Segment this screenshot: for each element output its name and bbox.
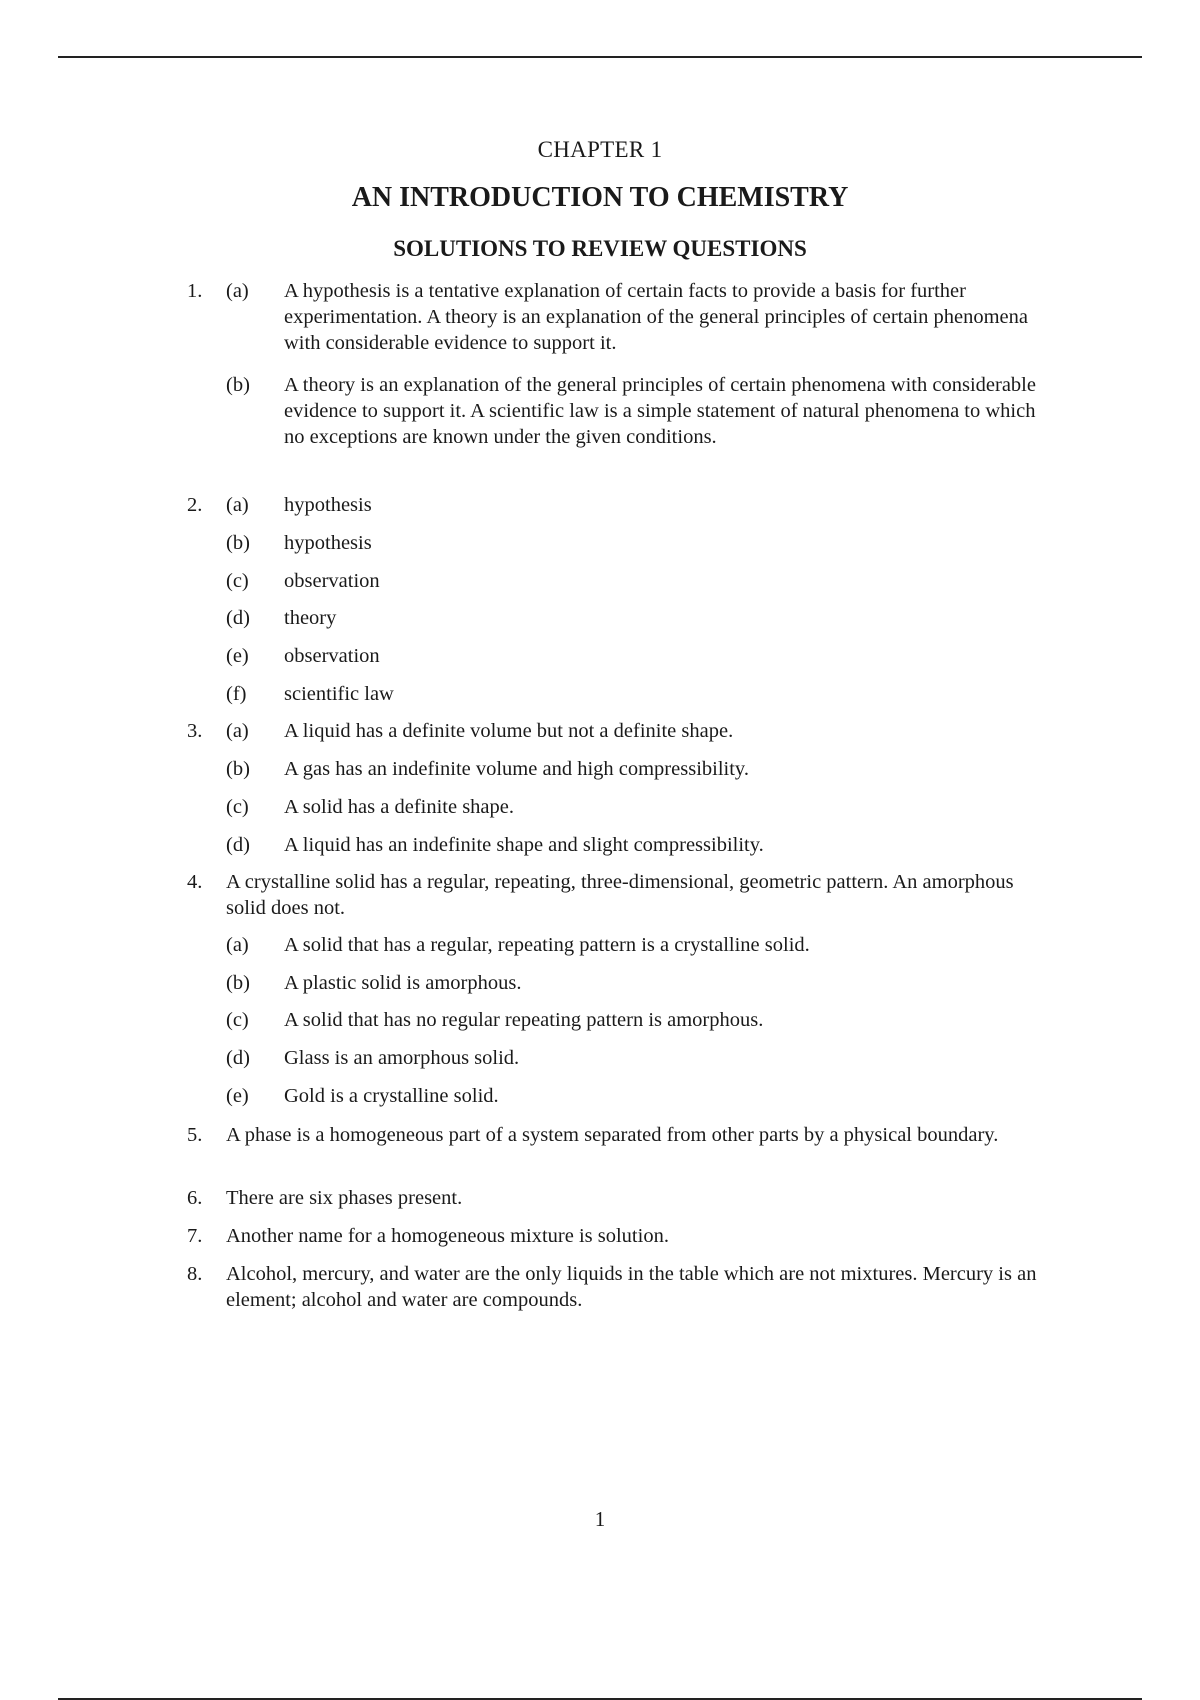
question-number: 2.: [187, 494, 203, 516]
part-label: (a): [226, 934, 249, 956]
answer-text: hypothesis: [284, 532, 372, 554]
part-label: (d): [226, 607, 250, 629]
answer-text: A theory is an explanation of the general principles of certain phenomena with considerable evidence to support it. A scientific law is a simple statement of natural phenomena to which no exceptions are known under the given conditions.: [284, 374, 1036, 448]
answer-text: A liquid has an indefinite shape and slight compressibility.: [284, 834, 764, 856]
part-label: (e): [226, 1085, 249, 1107]
answer-text: A solid has a definite shape.: [284, 796, 515, 818]
chapter-label: CHAPTER 1: [537, 137, 663, 162]
part-label: (c): [226, 570, 249, 592]
answer-text: hypothesis: [284, 494, 372, 516]
answer-text: observation: [284, 570, 380, 592]
page-title: AN INTRODUCTION TO CHEMISTRY: [351, 182, 849, 213]
answer-text: A hypothesis is a tentative explanation of certain facts to provide a basis for further experimentation. A theory is an explanation of the general principles of certain phenomena with considerable evidence to support it.: [284, 280, 1029, 354]
part-label: (a): [226, 494, 249, 516]
question-number: 7.: [187, 1225, 203, 1247]
answer-text: There are six phases present.: [226, 1187, 463, 1209]
part-label: (b): [226, 758, 250, 780]
answer-text: scientific law: [284, 683, 394, 705]
answer-text: Alcohol, mercury, and water are the only liquids in the table which are not mixtures. Mercury is an element; alcohol and water are compounds.: [226, 1263, 1037, 1311]
answer-text: Glass is an amorphous solid.: [284, 1047, 520, 1069]
part-label: (b): [226, 972, 250, 994]
question-number: 8.: [187, 1263, 203, 1285]
part-label: (d): [226, 1047, 250, 1069]
answer-text: A solid that has no regular repeating pattern is amorphous.: [284, 1009, 764, 1031]
top-rule: [58, 56, 1142, 58]
section-subtitle: SOLUTIONS TO REVIEW QUESTIONS: [393, 236, 807, 261]
part-label: (b): [226, 532, 250, 554]
answer-text: Another name for a homogeneous mixture is solution.: [226, 1225, 669, 1247]
page-number: 1: [594, 1507, 606, 1531]
question-number: 6.: [187, 1187, 203, 1209]
part-label: (b): [226, 374, 250, 396]
answer-text: A gas has an indefinite volume and high compressibility.: [284, 758, 749, 780]
answer-text: theory: [284, 607, 337, 629]
part-label: (f): [226, 683, 247, 705]
part-label: (c): [226, 1009, 249, 1031]
question-number: 3.: [187, 720, 203, 742]
answer-text: A plastic solid is amorphous.: [284, 972, 522, 994]
question-number: 4.: [187, 871, 203, 893]
question-number: 1.: [187, 280, 203, 302]
part-label: (a): [226, 280, 249, 302]
answer-text: A phase is a homogeneous part of a system separated from other parts by a physical boundary.: [226, 1124, 999, 1146]
part-label: (a): [226, 720, 249, 742]
question-number: 5.: [187, 1124, 203, 1146]
part-label: (d): [226, 834, 250, 856]
answer-text: Gold is a crystalline solid.: [284, 1085, 499, 1107]
answer-text: A solid that has a regular, repeating pattern is a crystalline solid.: [284, 934, 810, 956]
part-label: (c): [226, 796, 249, 818]
answer-text: A liquid has a definite volume but not a definite shape.: [284, 720, 734, 742]
answer-intro-text: A crystalline solid has a regular, repeating, three-dimensional, geometric pattern. An amorphous solid does not.: [226, 871, 1014, 919]
answer-text: observation: [284, 645, 380, 667]
part-label: (e): [226, 645, 249, 667]
